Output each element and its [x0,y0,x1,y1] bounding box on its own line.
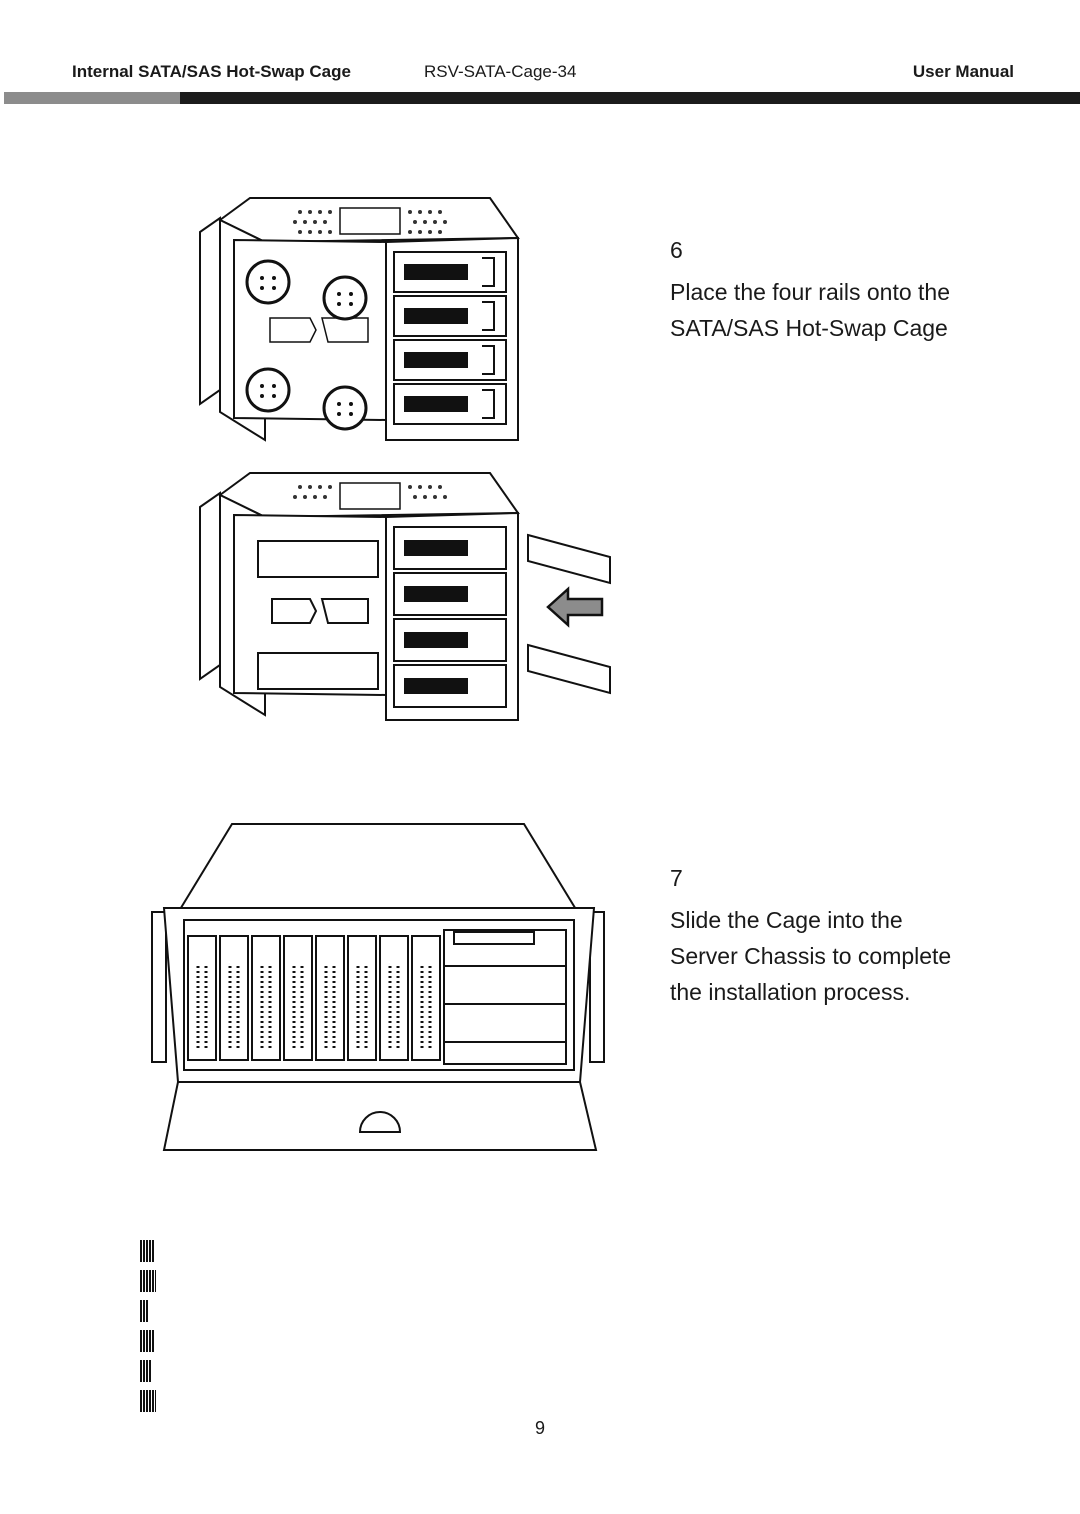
step-7 [670,860,951,1010]
step-6-line-1: Place the four rails onto the [670,279,950,305]
step-7-line-1: Slide the Cage into the [670,907,903,933]
page-number: 9 [534,1418,545,1438]
page-header [0,0,1080,110]
step-6 [670,232,950,346]
figure-cage-rails [190,465,630,730]
step-7-line-3: the installation process. [670,979,911,1005]
step-7-number: 7 [670,865,683,891]
step-6-line-2: SATA/SAS Hot-Swap Cage [670,315,948,341]
step-6-number: 6 [670,237,683,263]
figure-server-chassis [150,820,610,1155]
figure-cage-screw-holes [190,190,530,450]
step-7-line-2: Server Chassis to complete [670,943,952,969]
header-rule-black [180,92,1080,104]
document-type: User Manual [912,62,1014,81]
illegible-margin-marks [140,1240,162,1420]
model-number: RSV-SATA-Cage-34 [424,62,577,81]
header-rule-grey [4,92,180,104]
manual-title: Internal SATA/SAS Hot-Swap Cage [72,62,351,81]
